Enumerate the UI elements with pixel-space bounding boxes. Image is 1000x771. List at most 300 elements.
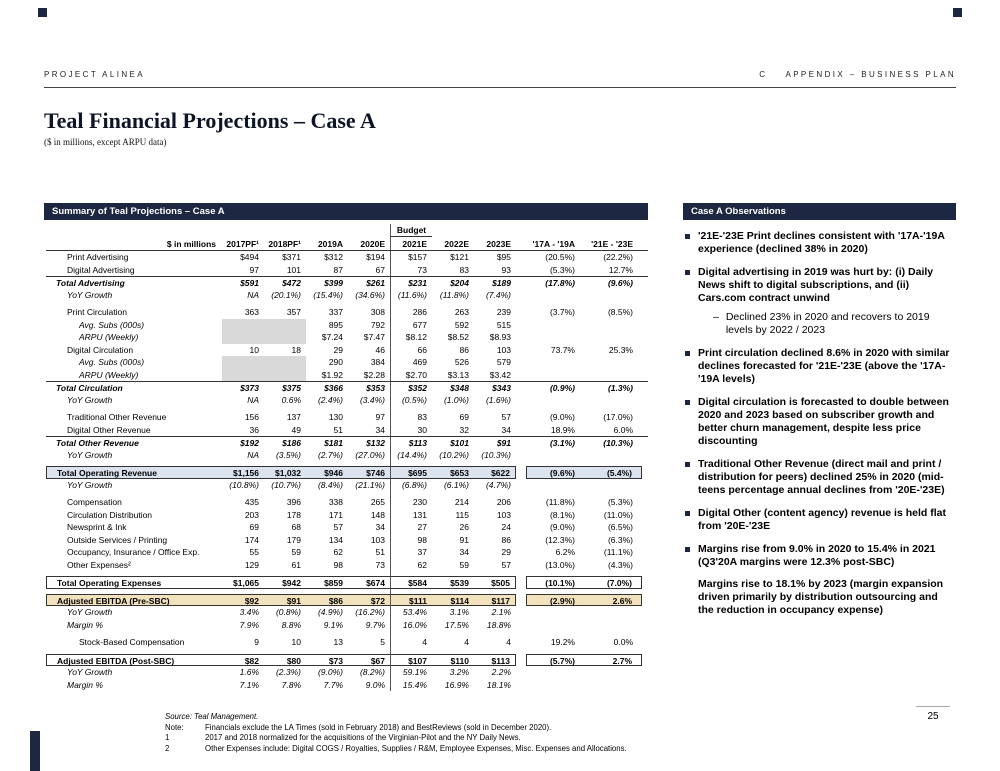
bullet-line <box>683 543 956 569</box>
table-cell: $231 <box>390 277 432 289</box>
table-cell: $157 <box>390 251 432 264</box>
table-cell: 4 <box>506 637 511 647</box>
table-cell <box>222 369 264 382</box>
table-cell: (10.7%) <box>271 479 301 490</box>
row-label: YoY Growth <box>67 607 113 617</box>
table-cell: $494 <box>240 252 259 262</box>
title-block <box>44 108 376 147</box>
table-cell: $7.47 <box>363 332 385 342</box>
table-cell: $942 <box>264 576 306 589</box>
table-cell: (6.5%) <box>607 522 633 532</box>
column-header: $ in millions <box>166 239 216 249</box>
table-cell: (10.3%) <box>603 438 633 448</box>
table-cell: 2.6% <box>584 594 642 607</box>
table-cell: (1.6%) <box>485 394 511 405</box>
table-cell: (0.5%) <box>390 394 432 407</box>
table-cell: 156 <box>244 412 259 422</box>
bullet-line <box>683 266 956 305</box>
table-cell: (2.4%) <box>317 394 343 405</box>
table-cell: 62 <box>333 547 343 557</box>
table-cell: 67 <box>375 264 385 275</box>
table-cell: 526 <box>454 357 469 367</box>
footnote-row <box>165 733 627 744</box>
table-cell: (6.3%) <box>607 534 633 545</box>
row-label: Avg. Subs (000s) <box>79 357 145 367</box>
table-cell: $859 <box>306 576 348 589</box>
table-cell: NA <box>247 449 259 460</box>
column-header-row <box>46 237 648 251</box>
table-cell: 59 <box>291 547 301 557</box>
table-cell: 206 <box>496 497 511 507</box>
table-cell: $194 <box>366 252 385 262</box>
table-cell: 18.1% <box>486 679 511 690</box>
table-cell: 86 <box>459 344 469 355</box>
table-row <box>46 636 648 649</box>
table-cell: 290 <box>328 357 343 367</box>
table-cell: $7.24 <box>321 332 343 342</box>
table-cell: 174 <box>244 534 259 545</box>
table-cell <box>526 394 584 407</box>
spacer-cell <box>432 224 474 237</box>
table-cell: 677 <box>390 319 432 332</box>
table-cell: $348 <box>450 383 469 393</box>
table-row <box>46 559 648 572</box>
column-header: 2021E <box>390 237 432 250</box>
source-line: Source: Teal Management. <box>165 712 259 721</box>
table-cell: 10 <box>249 344 259 355</box>
row-label: Compensation <box>67 497 122 507</box>
projections-panel <box>44 203 648 691</box>
table-cell: 24 <box>501 522 511 532</box>
table-cell: 103 <box>496 344 511 355</box>
table-row <box>46 679 648 692</box>
table-cell: (6.1%) <box>443 479 469 490</box>
table-cell: 137 <box>286 412 301 422</box>
table-cell: 129 <box>244 559 259 570</box>
bullet-square-icon <box>685 234 690 239</box>
table-cell: (7.4%) <box>485 289 511 300</box>
table-cell: $113 <box>390 437 432 449</box>
table-cell: 49 <box>291 424 301 435</box>
table-cell: 592 <box>454 319 469 330</box>
table-cell: (3.4%) <box>359 394 385 405</box>
table-cell: 3.4% <box>239 607 259 617</box>
bullet-square-icon <box>685 547 690 552</box>
table-cell: 36 <box>249 424 259 435</box>
table-row <box>46 356 648 369</box>
column-header: '21E - '23E <box>591 239 633 249</box>
table-cell <box>264 319 306 332</box>
spacer-cell <box>474 224 516 237</box>
table-cell: $1,156 <box>222 466 264 479</box>
table-cell: 130 <box>328 412 343 422</box>
table-row <box>46 306 648 319</box>
bullet-line <box>683 458 956 497</box>
table-cell: $107 <box>390 654 432 667</box>
row-label: Digital Circulation <box>67 344 134 355</box>
observation-item <box>683 396 956 448</box>
table-cell: $204 <box>450 278 469 288</box>
table-cell: 16.9% <box>444 679 469 690</box>
table-row <box>46 411 648 424</box>
row-label: Margin % <box>67 619 103 630</box>
table-cell: 69 <box>249 522 259 532</box>
table-cell: 230 <box>390 496 432 509</box>
projections-panel-title: Summary of Teal Projections – Case A <box>44 203 648 220</box>
table-cell: (9.0%) <box>549 412 575 422</box>
table-cell: 91 <box>459 534 469 545</box>
table-cell: 148 <box>370 509 385 520</box>
table-cell: 62 <box>390 559 432 572</box>
table-cell <box>264 369 306 382</box>
table-cell: 178 <box>286 509 301 520</box>
row-label: Print Advertising <box>67 252 129 262</box>
table-cell: 59 <box>459 559 469 570</box>
table-cell: $92 <box>222 594 264 607</box>
table-row <box>46 394 648 407</box>
footnotes <box>165 723 627 755</box>
bullet-continuation: Margins rise to 18.1% by 2023 (margin expansion driven primarily by distribution outsourcing and the reduction in occupancy expense) <box>698 578 944 616</box>
table-cell: 134 <box>328 534 343 545</box>
table-cell: 308 <box>370 307 385 317</box>
table-cell: $1,032 <box>264 466 306 479</box>
column-header: 2017PF¹ <box>226 239 259 249</box>
table-cell: $2.70 <box>390 369 432 382</box>
table-cell: $695 <box>390 466 432 479</box>
bullet-line <box>683 507 956 533</box>
row-label: Outside Services / Printing <box>67 534 168 545</box>
table-cell: 87 <box>333 264 343 275</box>
project-name: PROJECT ALINEA <box>44 70 146 79</box>
table-cell: $186 <box>282 438 301 448</box>
table-row <box>46 319 648 332</box>
table-cell: 19.2% <box>550 637 575 647</box>
table-cell: 263 <box>454 307 469 317</box>
table-cell: $101 <box>450 438 469 448</box>
table-cell: 384 <box>370 357 385 367</box>
bullet-square-icon <box>685 511 690 516</box>
table-cell: $539 <box>432 576 474 589</box>
page-subtitle: ($ in millions, except ARPU data) <box>44 137 167 147</box>
row-label: Adjusted EBITDA (Post-SBC) <box>46 654 222 667</box>
table-cell <box>584 319 642 332</box>
column-header: 2018PF¹ <box>268 239 301 249</box>
table-cell: $371 <box>282 252 301 262</box>
column-header: 2020E <box>360 239 385 249</box>
table-cell: 51 <box>333 424 343 435</box>
table-cell: 93 <box>501 264 511 275</box>
table-cell: $121 <box>450 252 469 262</box>
table-cell: 83 <box>459 264 469 275</box>
table-row <box>46 449 648 462</box>
table-cell: 16.0% <box>390 619 432 632</box>
table-cell: (11.1%) <box>603 547 633 557</box>
table-cell: (3.1%) <box>549 438 575 448</box>
table-cell: $3.13 <box>447 369 469 380</box>
table-row <box>46 619 648 632</box>
table-cell: 13 <box>333 637 343 647</box>
table-cell <box>526 369 584 382</box>
table-cell <box>526 356 584 369</box>
table-cell <box>526 679 584 692</box>
page-number: 25 <box>916 706 950 722</box>
row-label: Total Circulation <box>56 383 123 393</box>
footnote-row <box>165 723 627 734</box>
table-cell: (11.8%) <box>439 289 469 300</box>
row-label: Margin % <box>67 679 103 690</box>
table-cell: 7.7% <box>323 679 343 690</box>
table-cell: 17.5% <box>444 619 469 630</box>
table-row <box>46 509 648 522</box>
table-cell: 69 <box>459 412 469 422</box>
row-label: Other Expenses² <box>67 559 131 570</box>
table-row <box>46 276 648 289</box>
footnote-label: Note: <box>165 722 184 732</box>
table-cell: (2.7%) <box>317 449 343 460</box>
table-cell <box>526 619 584 632</box>
table-cell <box>584 356 642 369</box>
table-cell: (27.0%) <box>355 449 385 460</box>
table-cell: $82 <box>222 654 264 667</box>
table-cell: (21.1%) <box>355 479 385 490</box>
table-cell: (15.4%) <box>313 289 343 300</box>
table-cell: $312 <box>324 252 343 262</box>
table-cell: $505 <box>474 576 516 589</box>
table-cell: 579 <box>496 357 511 367</box>
table-cell <box>584 369 642 382</box>
table-cell <box>526 666 584 679</box>
row-label: ARPU (Weekly) <box>79 369 139 380</box>
table-cell <box>584 394 642 407</box>
table-cell: 792 <box>370 319 385 330</box>
table-cell <box>526 479 584 492</box>
table-cell: (20.5%) <box>545 252 575 262</box>
footnote-text: Other Expenses include: Digital COGS / Royalties, Supplies / R&M, Employee Expenses, Misc. Expenses and Allocations. <box>205 743 627 753</box>
table-cell: $3.42 <box>489 369 511 380</box>
table-cell: 98 <box>390 534 432 547</box>
table-cell: 10 <box>291 637 301 647</box>
table-row <box>46 251 648 264</box>
bullet-line <box>683 347 956 386</box>
table-cell <box>222 356 264 369</box>
table-cell: 2.2% <box>491 667 511 677</box>
table-cell: $67 <box>348 654 390 667</box>
row-label: Occupancy, Insurance / Office Exp. <box>67 547 200 557</box>
table-cell: (10.2%) <box>439 449 469 460</box>
row-label: YoY Growth <box>67 289 113 300</box>
table-cell: 15.4% <box>390 679 432 692</box>
table-cell: 59.1% <box>390 666 432 679</box>
observation-item <box>683 347 956 386</box>
table-cell: 131 <box>390 509 432 522</box>
footnote-text: 2017 and 2018 normalized for the acquisitions of the Virginian-Pilot and the NY Daily News. <box>205 733 521 742</box>
row-label: Total Operating Expenses <box>46 576 222 589</box>
row-label: YoY Growth <box>67 667 113 677</box>
table-cell <box>584 619 642 632</box>
table-cell: (10.8%) <box>229 479 259 490</box>
table-cell: 115 <box>455 509 469 520</box>
bullet-line <box>683 396 956 448</box>
table-cell: $2.28 <box>363 369 385 380</box>
table-cell: (1.3%) <box>607 383 633 393</box>
table-cell <box>526 331 584 344</box>
table-cell: $95 <box>496 252 511 262</box>
table-cell: $192 <box>240 438 259 448</box>
table-cell: 98 <box>333 559 343 570</box>
table-cell: 1.6% <box>239 667 259 677</box>
table-cell: 3.1% <box>449 607 469 617</box>
bullet-square-icon <box>685 462 690 467</box>
table-cell: (17.8%) <box>545 278 575 288</box>
table-cell: $373 <box>240 383 259 393</box>
table-cell: 34 <box>375 424 385 435</box>
dash-icon: – <box>713 311 719 323</box>
spacer-cell <box>306 224 348 237</box>
table-cell: (14.4%) <box>390 449 432 462</box>
column-header: 2023E <box>486 239 511 249</box>
column-header: 2022E <box>444 239 469 249</box>
table-cell: (8.4%) <box>317 479 343 490</box>
table-cell: 103 <box>496 509 511 520</box>
table-cell: 73.7% <box>550 344 575 355</box>
table-cell: (5.7%) <box>526 654 584 667</box>
table-cell: 46 <box>375 344 385 355</box>
row-label: Digital Other Revenue <box>67 424 151 435</box>
table-cell: $366 <box>324 383 343 393</box>
table-row <box>46 424 648 437</box>
table-cell: $8.52 <box>447 332 469 342</box>
table-cell: 239 <box>496 307 511 317</box>
table-cell: 6.0% <box>613 424 633 435</box>
table-cell <box>584 666 642 679</box>
table-cell: 2.1% <box>491 607 511 617</box>
table-cell: 34 <box>459 547 469 557</box>
table-cell: $1.92 <box>321 369 343 380</box>
spacer-cell <box>264 224 306 237</box>
table-cell: (9.6%) <box>526 466 584 479</box>
table-cell: 895 <box>328 319 343 330</box>
bullet-square-icon <box>685 400 690 405</box>
row-label: Digital Advertising <box>67 264 135 275</box>
row-label: YoY Growth <box>67 394 113 405</box>
table-cell: (0.9%) <box>549 383 575 393</box>
table-cell <box>526 449 584 462</box>
table-cell: $117 <box>474 594 516 607</box>
table-cell: 61 <box>291 559 301 570</box>
table-cell: 55 <box>249 547 259 557</box>
table-cell: $189 <box>492 278 511 288</box>
table-cell: 7.9% <box>239 619 259 630</box>
table-cell: (3.7%) <box>549 307 575 317</box>
table-row <box>46 496 648 509</box>
row-label: Circulation Distribution <box>67 509 153 520</box>
table-cell: $91 <box>496 438 511 448</box>
table-cell: 37 <box>390 546 432 559</box>
table-cell: 338 <box>328 497 343 507</box>
table-cell: $132 <box>366 438 385 448</box>
bullet-text: Digital advertising in 2019 was hurt by: (i) Daily News shift to digital subscriptions, and (ii) Cars.com contract unwind <box>698 266 934 304</box>
table-cell: 6.2% <box>555 547 575 557</box>
table-cell: (5.3%) <box>607 497 633 507</box>
row-label: Total Other Revenue <box>56 438 139 448</box>
table-cell: $86 <box>306 594 348 607</box>
table-row <box>46 666 648 679</box>
table-cell: NA <box>247 394 259 405</box>
table-cell: 265 <box>370 497 385 507</box>
table-cell: 396 <box>286 497 301 507</box>
page-title: Teal Financial Projections – Case A <box>44 108 376 133</box>
table-cell: 34 <box>501 424 511 435</box>
table-cell: 286 <box>390 306 432 319</box>
table-cell: (1.0%) <box>443 394 469 405</box>
row-label: YoY Growth <box>67 479 113 490</box>
table-cell: (34.6%) <box>355 289 385 300</box>
projections-table <box>44 224 648 691</box>
table-row <box>46 479 648 492</box>
footer-accent-bar <box>30 731 40 771</box>
table-cell: $472 <box>282 278 301 288</box>
table-cell: 5 <box>380 637 385 647</box>
table-cell: $653 <box>432 466 474 479</box>
table-cell: $181 <box>324 438 343 448</box>
table-cell: 103 <box>370 534 385 545</box>
table-row <box>46 521 648 534</box>
table-cell: (8.2%) <box>359 667 385 677</box>
table-row <box>46 331 648 344</box>
table-cell: $584 <box>390 576 432 589</box>
table-cell: $110 <box>432 654 474 667</box>
table-row <box>46 594 648 607</box>
spacer-cell <box>348 224 390 237</box>
table-cell: 83 <box>390 411 432 424</box>
table-cell: 0.6% <box>281 394 301 405</box>
table-cell: 9.1% <box>323 619 343 630</box>
table-cell: (22.2%) <box>603 252 633 262</box>
bullet-text: Traditional Other Revenue (direct mail and print / distribution for peers) declined 25% in 2020 (mid-teens percentage annual declines from '20E-'23E) <box>698 458 945 496</box>
row-label: Print Circulation <box>67 307 127 317</box>
column-header: '17A - '19A <box>532 239 575 249</box>
table-cell <box>264 331 306 344</box>
table-cell: (4.3%) <box>607 559 633 570</box>
table-cell: 7.8% <box>281 679 301 690</box>
table-cell: 66 <box>390 344 432 357</box>
table-cell: (11.8%) <box>545 497 575 507</box>
observations-panel <box>683 203 956 617</box>
row-label: Total Advertising <box>56 278 125 288</box>
slide-header <box>44 70 956 79</box>
row-label: YoY Growth <box>67 449 113 460</box>
bullet-square-icon <box>685 351 690 356</box>
table-cell: (2.9%) <box>526 594 584 607</box>
table-cell <box>584 289 642 302</box>
table-cell: (8.1%) <box>549 509 575 520</box>
table-cell: $261 <box>366 278 385 288</box>
bullet-text: Margins rise from 9.0% in 2020 to 15.4% in 2021 (Q3'20A margins were 12.3% post-SBC) <box>698 543 936 568</box>
table-cell: NA <box>247 289 259 300</box>
table-cell: $746 <box>348 466 390 479</box>
table-cell <box>584 679 642 692</box>
table-cell: 25.3% <box>608 344 633 355</box>
row-label: Traditional Other Revenue <box>67 412 167 422</box>
table-cell: $1,065 <box>222 576 264 589</box>
corner-marker <box>38 8 47 17</box>
column-header: 2019A <box>317 239 343 249</box>
table-cell: (17.0%) <box>603 412 633 422</box>
observation-item <box>683 543 956 617</box>
table-cell: (10.3%) <box>481 449 511 460</box>
table-cell: $399 <box>324 278 343 288</box>
table-cell: (5.4%) <box>584 466 642 479</box>
